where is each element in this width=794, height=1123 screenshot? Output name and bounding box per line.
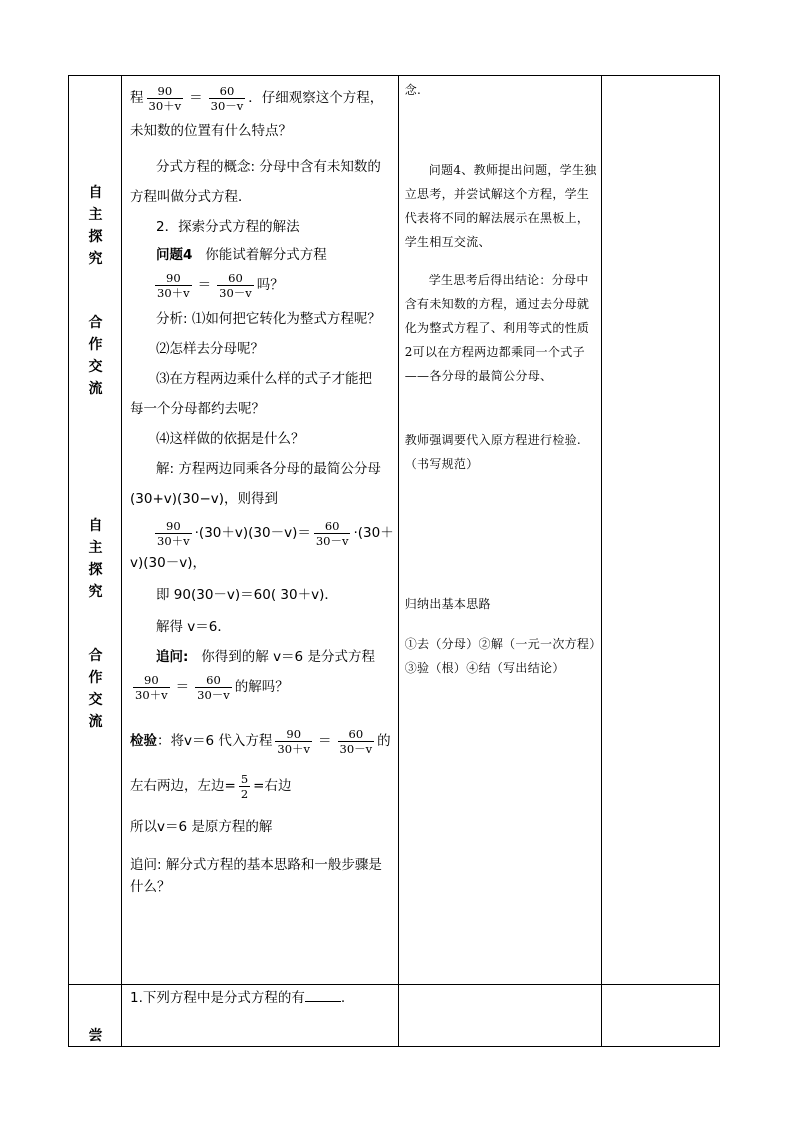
equation-line — [130, 267, 394, 303]
numerator: 60 — [324, 518, 340, 533]
side-char: 作 — [88, 337, 103, 353]
fraction-a — [155, 519, 192, 548]
numerator: 60 — [348, 726, 364, 741]
side-char: 流 — [88, 714, 103, 730]
side-char: 尝 — [88, 1028, 103, 1044]
solution-line: 解: 方程两边同乘各分母的最简公分母 — [156, 461, 381, 477]
text: ：将v＝6 代入方程 — [157, 733, 273, 749]
side-label-group-1 — [69, 182, 122, 400]
numerator: 90 — [157, 83, 173, 98]
denominator: 30－v — [339, 741, 373, 756]
note-text: 念. — [404, 83, 422, 97]
denominator: 30＋v — [157, 285, 190, 300]
solution-line: v)(30－v)， — [130, 555, 206, 571]
text: 1.下列方程中是分式方程的有 — [130, 990, 305, 1006]
teacher-notes-cell — [398, 985, 601, 1047]
denominator: 30＋v — [148, 98, 182, 113]
denominator: 30＋v — [135, 687, 168, 702]
question-label: 问题4 — [156, 247, 193, 263]
conclusion-line: 所以v＝6 是原方程的解 — [130, 819, 273, 835]
equation-line — [130, 81, 394, 115]
text: ·(30＋ — [353, 525, 394, 541]
fraction-b — [209, 84, 246, 113]
text: 的解吗？ — [234, 679, 289, 695]
side-char: 作 — [88, 670, 103, 686]
side-char: 主 — [88, 207, 103, 223]
numerator: 5 — [240, 771, 249, 786]
denominator: 30＋v — [277, 741, 311, 756]
equation-line — [130, 669, 394, 705]
note-text: 问题4、教师提出问题，学生独立思考，并尝试解这个方程，学生代表将不同的解法展示在黑板上，学生相互交流、 — [404, 163, 597, 249]
side-char: 究 — [88, 251, 103, 267]
follow-up-question — [130, 647, 394, 667]
text-line: 方程叫做分式方程． — [130, 189, 252, 205]
side-char: 探 — [88, 229, 103, 245]
solution-line: (30+v)(30−v)，则得到 — [130, 491, 279, 507]
side-char: 究 — [88, 584, 103, 600]
section-label-cell — [69, 76, 122, 985]
numerator: 90 — [286, 726, 302, 741]
section-heading: 2．探索分式方程的解法 — [156, 219, 300, 235]
side-char: 合 — [88, 315, 103, 331]
equation-line — [130, 515, 394, 551]
denominator: 30－v — [210, 98, 244, 113]
analysis-line: 分析: ⑴如何把它转化为整式方程呢？ — [156, 311, 381, 327]
denominator: 30－v — [197, 687, 230, 702]
equals-sign: ＝ — [318, 733, 332, 749]
content-cell — [122, 76, 399, 985]
side-char: 自 — [88, 185, 103, 201]
numerator: 90 — [144, 672, 159, 687]
check-label: 检验 — [130, 733, 157, 749]
check-line — [130, 723, 394, 759]
side-label-group-2 — [69, 515, 122, 733]
solution-line: 即 90(30－v)＝60( 30＋v)． — [156, 587, 338, 603]
equals-sign: ＝ — [175, 679, 190, 695]
text: 你得到的解 v＝6 是分式方程 — [201, 649, 375, 665]
fraction-a — [133, 673, 170, 702]
blank-cell — [601, 985, 719, 1047]
left-right-line — [130, 767, 394, 805]
lesson-table — [68, 75, 720, 1047]
fraction-b — [217, 271, 254, 300]
text: 你能试着解分式方程 — [205, 247, 327, 263]
note-text: 教师强调要代入原方程进行检验.（书写规范） — [404, 433, 582, 471]
text: 程 — [130, 90, 144, 106]
analysis-line: ⑶在方程两边乘什么样的式子才能把 — [156, 371, 372, 387]
text: ·(30＋v)(30－v)＝ — [194, 525, 311, 541]
text: . — [340, 990, 346, 1006]
fraction-b — [195, 673, 232, 702]
analysis-line: ⑷这样做的依据是什么？ — [156, 431, 305, 447]
follow-up-question-2: 追问: 解分式方程的基本思路和一般步骤是 — [130, 857, 382, 873]
denominator: 30－v — [315, 533, 349, 548]
text: =右边 — [253, 778, 292, 794]
equals-sign: ＝ — [197, 277, 212, 293]
fraction-b — [314, 519, 351, 548]
solution-line: 解得 v＝6． — [156, 619, 231, 635]
side-char: 交 — [88, 359, 103, 375]
fraction-a — [147, 84, 184, 113]
denominator: 30＋v — [157, 533, 190, 548]
fraction-b — [338, 727, 375, 756]
exercise-1 — [130, 987, 394, 1008]
question-label: 追问: — [156, 649, 189, 665]
text: ．仔细观察这个方程， — [248, 90, 384, 106]
text-line: 什么？ — [130, 879, 171, 895]
numerator: 60 — [219, 83, 235, 98]
text: 的 — [377, 733, 391, 749]
answer-blank[interactable] — [305, 987, 341, 1002]
analysis-line: ⑵怎样去分母呢？ — [156, 341, 264, 357]
denominator: 30－v — [219, 285, 252, 300]
fraction-c — [239, 772, 250, 801]
note-text: 学生思考后得出结论：分母中含有未知数的方程，通过去分母就化为整式方程了、利用等式的性质2可以在方程两边都乘同一个式子——各分母的最简公分母、 — [404, 273, 590, 383]
blank-cell — [601, 76, 719, 985]
side-char: 探 — [88, 562, 103, 578]
text: 左右两边，左边= — [130, 778, 236, 794]
note-text: 归纳出基本思路 — [404, 597, 491, 611]
fraction-a — [275, 727, 312, 756]
analysis-line: 每一个分母都约去呢？ — [130, 401, 265, 417]
side-char: 自 — [88, 518, 103, 534]
equals-sign: ＝ — [189, 90, 203, 106]
denominator: 2 — [240, 786, 249, 801]
numerator: 90 — [166, 518, 181, 533]
section-label-cell — [69, 985, 122, 1047]
text: 吗？ — [256, 277, 284, 293]
text-line: 未知数的位置有什么特点？ — [130, 123, 292, 139]
side-label-try — [69, 1025, 122, 1047]
numerator: 60 — [206, 672, 221, 687]
teacher-notes-cell — [398, 76, 601, 985]
note-text: ①去（分母）②解（一元一次方程）③验（根）④结（写出结论） — [404, 637, 596, 675]
side-char: 流 — [88, 381, 103, 397]
side-char: 合 — [88, 648, 103, 664]
side-char: 主 — [88, 540, 103, 556]
question-4 — [130, 245, 394, 265]
fraction-a — [155, 271, 192, 300]
numerator: 60 — [228, 270, 243, 285]
concept-definition: 分式方程的概念: 分母中含有未知数的 — [156, 159, 381, 175]
side-char: 交 — [88, 692, 103, 708]
exercise-cell — [122, 985, 399, 1047]
numerator: 90 — [166, 270, 181, 285]
